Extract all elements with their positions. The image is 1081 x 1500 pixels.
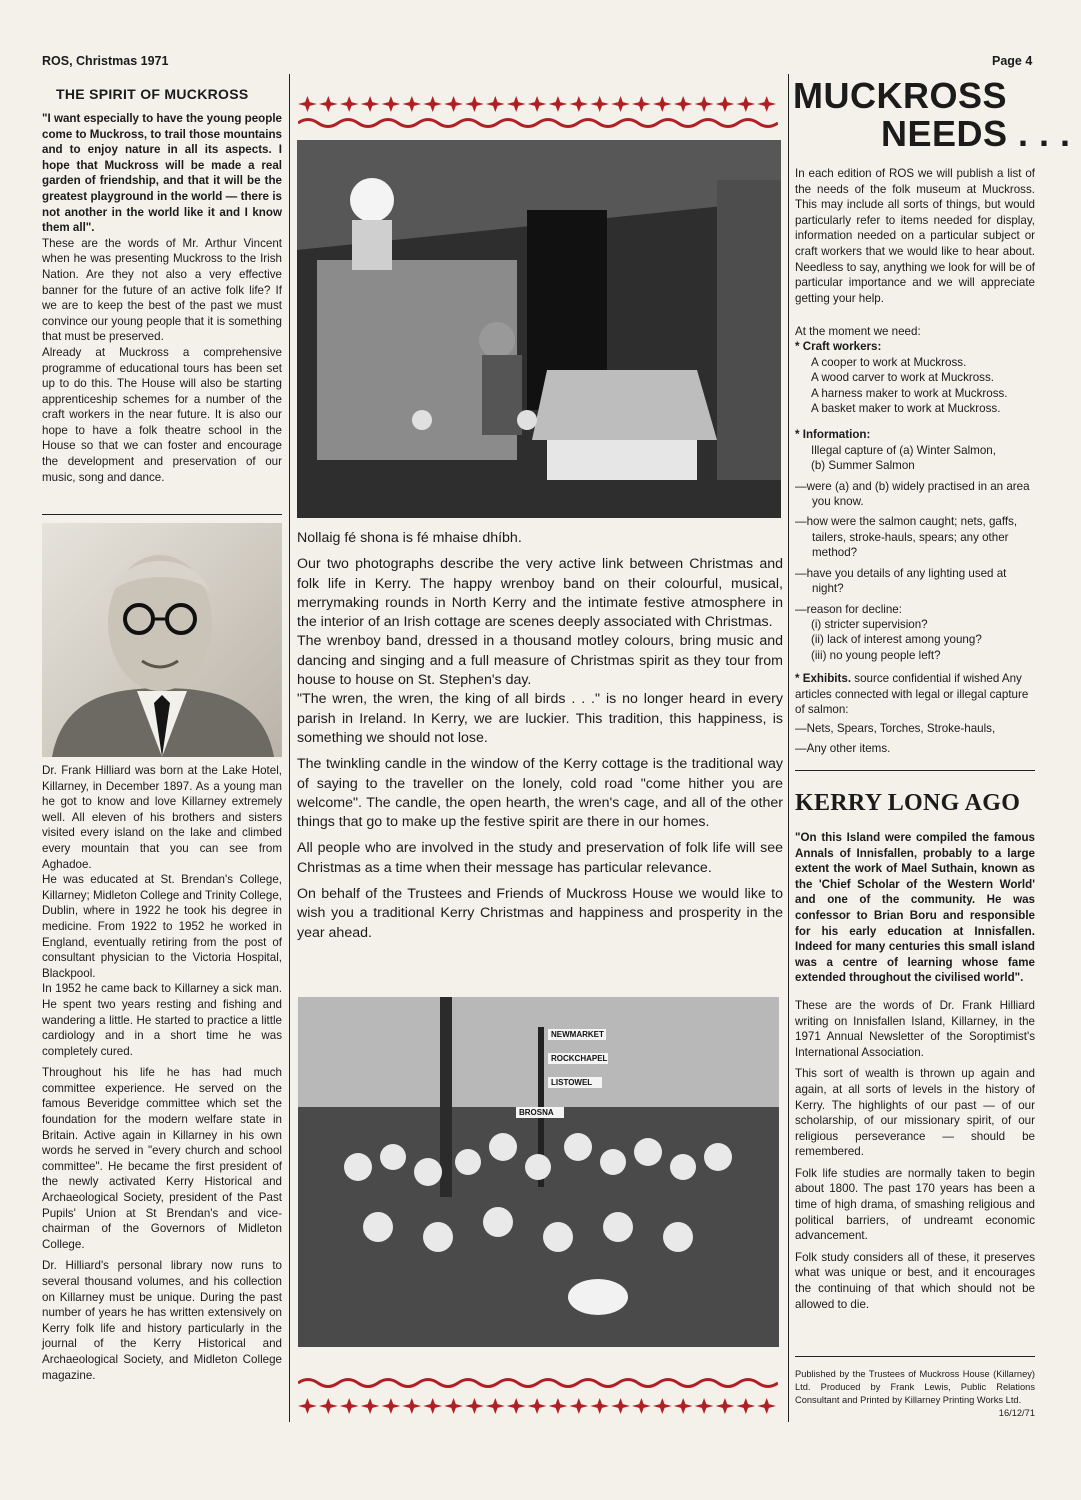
publisher-divider [795, 1356, 1035, 1357]
kerry-para-1: These are the words of Dr. Frank Hilliard writing on Innisfallen Island, Killarney, in the 1971 Annual Newsletter of the Soroptimist's International Association. [795, 998, 1035, 1059]
bio-para-3: In 1952 he came back to Killarney a sick man. He spent two years resting and fishing and wandering a little. He started to practice a little cardiology and in a short time he was completely cured. [42, 982, 282, 1058]
needs-at-moment: At the moment we need: [795, 325, 921, 338]
kerry-quote: "On this Island were compiled the famous Annals of Innisfallen, probably to a large extent the work of Mael Suthain, known as the 'Chief Scholar of the Western World' and one of the community. He was confessor to Brian Boru and responsible for his early education at Innisfallen. Indeed for many centuries this small island was a centre of learning whose fame extended throughout the civilised world". [795, 831, 1035, 985]
info-subitem: (b) Summer Salmon [811, 459, 915, 473]
publisher-imprint [795, 1368, 1035, 1420]
exhibits-text: source confidential if wished Any articles connected with legal or illegal capture of salmon: [795, 672, 1029, 716]
info-question: —have you details of any lighting used at night? [795, 566, 1007, 596]
kerry-para-2: This sort of wealth is thrown up again and again, at all sorts of levels in the history of Kerry. The highlights of our past — of our scholarship, of our missionary spirit, of our religious perseverance — should be remembered. [795, 1067, 1035, 1159]
spirit-article [42, 111, 282, 485]
exhibit-item: —Any other items. [795, 741, 891, 755]
craft-workers-heading: * Craft workers: [795, 340, 882, 354]
article-para-6: On behalf of the Trustees and Friends of Muckross House we would like to wish you a traditional Kerry Christmas and happiness and prosperity in the year ahead. [297, 886, 783, 941]
kerry-article [795, 830, 1035, 1312]
spirit-title: THE SPIRIT OF MUCKROSS [56, 86, 249, 102]
sign-rockchapel: ROCKCHAPEL [548, 1053, 608, 1064]
cottage-interior-illustration [297, 140, 781, 518]
bio-para-2: He was educated at St. Brendan's College, Killarney; Midleton College and Trinity College, Dublin, where in 1922 he took his degree in medicine. From 1922 to 1952 he worked in England, eventually retiring from the post of consultant physician to the Victoria Hospital, Blackpool. [42, 873, 282, 980]
info-question: —were (a) and (b) widely practised in an area you know. [795, 479, 1030, 509]
portrait-photo-frank-hilliard [42, 523, 282, 757]
article-para-3: "The wren, the wren, the king of all birds . . ." is no longer heard in every parish in Ireland. In Kerry, we are luckier. This tradition, this happiness, is something we should not lose. [297, 691, 783, 746]
craft-item: A wood carver to work at Muckross. [811, 371, 994, 385]
needs-title-line-2: NEEDS . . . [881, 113, 1071, 154]
sign-newmarket: NEWMARKET [548, 1029, 606, 1040]
spirit-para-1: These are the words of Mr. Arthur Vincent when he was presenting Muckross to the Irish Nation. Are they not also a very effective banner for the future of an active folk life? If we are to keep the best of the past we must convince our young people that it is something that must be preserved. [42, 236, 282, 344]
craft-item: A harness maker to work at Muckross. [811, 386, 1008, 400]
decorative-border-bottom [298, 1396, 778, 1416]
publisher-text: Published by the Trustees of Muckross House (Killarney) Ltd. Produced by Frank Lewis, Public Relations Consultant and Printed by Killarney Printing Works Ltd. [795, 1369, 1035, 1405]
info-question: —how were the salmon caught; nets, gaffs, tailers, stroke-hauls, spears; any other method? [795, 515, 1018, 560]
info-question: —reason for decline: [795, 602, 902, 616]
decorative-wave-top [298, 116, 778, 130]
page-number: Page 4 [992, 54, 1033, 68]
publication-date: 16/12/71 [998, 1408, 1035, 1418]
kerry-long-ago-title: KERRY LONG AGO [795, 790, 1021, 816]
needs-title-line-1: MUCKROSS [793, 75, 1008, 116]
bio-para-1: Dr. Frank Hilliard was born at the Lake Hotel, Killarney, in December 1897. As a young man he got to know and love Killarney extremely well. All eleven of his brothers and sisters visited every island on the lake and climbed every mountain that you can see from Aghadoe. [42, 764, 282, 871]
needs-intro: In each edition of ROS we will publish a list of the needs of the folk museum at Muckross. This may include all sorts of things, but would particularly refer to items needed for display, information needed on a particular subject or craft workers that we would like to hear about. Needless to say, anything we look for will be of particular importance and we will appreciate getting your help. [795, 167, 1035, 305]
cottage-interior-photo [297, 140, 781, 518]
exhibit-item: —Nets, Spears, Torches, Stroke-hauls, [795, 722, 996, 736]
article-para-2: The wrenboy band, dressed in a thousand motley colours, bring music and dancing and singing and a full measure of Christmas spirit as they tour from house to house on St. Stephen's day. [297, 633, 783, 689]
article-para-4: The twinkling candle in the window of the Kerry cottage is the traditional way of saying to the traveller on the lonely, cold road "come hither you are welcome". The candle, the open hearth, the wren's cage, and all of the other things that go to make up the festive spirit are there in our homes. [297, 756, 783, 831]
bio-para-5: Dr. Hilliard's personal library now runs to several thousand volumes, and his collection on Killarney must be unique. During the past number of years he has written extensively on Kerry folk life and history particularly in the journal of the Kerry Historical and Archaeological Society, and Midleton College magazine. [42, 1259, 282, 1382]
info-subitem: Illegal capture of (a) Winter Salmon, [811, 443, 996, 457]
sign-listowel: LISTOWEL [548, 1077, 602, 1088]
portrait-illustration [42, 523, 282, 757]
masthead-left: ROS, Christmas 1971 [42, 54, 169, 68]
article-para-5: All people who are involved in the study and preservation of folk life will see Christmas as a time when their message has particular relevance. [297, 840, 783, 876]
hilliard-biography [42, 763, 282, 1383]
christmas-article [297, 529, 783, 950]
article-para-1: Our two photographs describe the very active link between Christmas and folk life in Kerry. The happy wrenboy band on their colourful, musical, merrymaking rounds in North Kerry and the intimate festive atmosphere in the interior of an Irish cottage are scenes deeply associated with Christmas. [297, 556, 783, 631]
decline-reason: (ii) lack of interest among young? [811, 633, 982, 647]
craft-item: A cooper to work at Muckross. [811, 355, 967, 369]
decorative-border-top [298, 94, 778, 114]
left-divider [42, 514, 282, 515]
column-rule-right [788, 74, 789, 1422]
sign-brosna: BROSNA [516, 1107, 564, 1118]
decorative-wave-bottom [298, 1376, 778, 1390]
decline-reason: (i) stricter supervision? [811, 617, 928, 631]
wrenboy-band-illustration [298, 997, 779, 1347]
bio-para-4: Throughout his life he has had much committee experience. He served on the famous Beveridge committee which set the foundation for the modern welfare state in Britain. Active again in Killarney in his own words he served in "every church and school committee". He became the first president of the newly activated Kerry Historical and Archaeological Society, president of the Past Pupils' Union at St Brendan's and vice-chairman of the Governors of Midleton College. [42, 1066, 282, 1251]
decline-reason: (iii) no young people left? [811, 648, 941, 662]
needs-intro-block [795, 166, 1035, 306]
kerry-para-4: Folk study considers all of these, it preserves what was unique or best, and it encourages the continuing of that which should not be allowed to die. [795, 1250, 1035, 1311]
kerry-para-3: Folk life studies are normally taken to begin about 1800. The past 170 years has been a time of high drama, of smashing religious and political barriers, of undreamt economic advancement. [795, 1166, 1035, 1243]
right-divider [795, 770, 1035, 771]
column-rule-left [289, 74, 290, 1422]
craft-item: A basket maker to work at Muckross. [811, 402, 1001, 416]
needs-list [795, 324, 1035, 756]
exhibits-heading: * Exhibits. [795, 672, 852, 686]
wrenboy-band-photo [298, 997, 779, 1347]
irish-greeting: Nollaig fé shona is fé mhaise dhíbh. [297, 530, 522, 546]
spirit-quote: "I want especially to have the young people come to Muckross, to trail those mountains and to enjoy nature in all its aspects. I hope that Muckross will be made a real garden of friendship, and that it will be the greatest playground in the world — there is not another in the world like it and I know them all". [42, 112, 283, 235]
information-heading: * Information: [795, 428, 871, 442]
spirit-para-2: Already at Muckross a comprehensive programme of educational tours has been set up to do this. The House will also be starting apprenticeship schemes for a number of the craft workers in the near future. It is also our hope to have a folk theatre school in the House so that we can foster and encourage the development and preservation of our music, song and dance. [42, 345, 282, 484]
